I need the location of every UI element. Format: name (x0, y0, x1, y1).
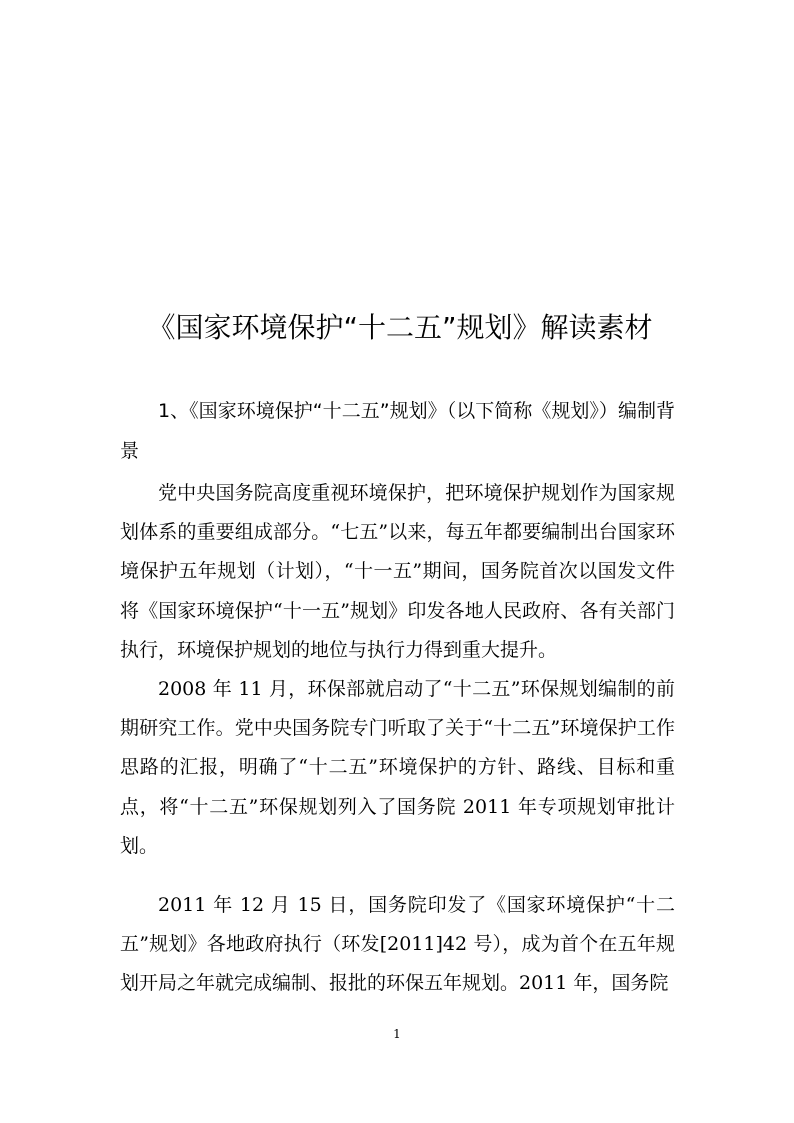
document-title: 《国家环境保护“十二五”规划》解读素材 (147, 311, 653, 344)
section-heading: 1、《国家环境保护“十二五”规划》（以下简称《规划》）编制背景 (120, 400, 675, 462)
paragraph-1: 党中央国务院高度重视环境保护，把环境保护规划作为国家规划体系的重要组成部分。“七五”以来，每五年都要编制出台国家环境保护五年规划（计划），“十一五”期间，国务院首次以国发文件将《国家环境保护“十一五”规划》印发各地人民政府、各有关部门执行，环境保护规划的地位与执行力得到重大提升。 (120, 482, 675, 661)
paragraph-3: 2011 年 12 月 15 日，国务院印发了《国家环境保护“十二五”规划》各地政府执行（环发[2011]42 号），成为首个在五年规划开局之年就完成编制、报批的环保五年规划。2011 年，国务院 (120, 894, 675, 995)
page-number: 1 (393, 1027, 401, 1041)
paragraph-2: 2008 年 11 月，环保部就启动了“十二五”环保规划编制的前期研究工作。党中央国务院专门听取了关于“十二五”环境保护工作思路的汇报，明确了“十二五”环境保护的方针、路线、目标和重点，将“十二五”环保规划列入了国务院 2011 年专项规划审批计划。 (120, 678, 675, 857)
